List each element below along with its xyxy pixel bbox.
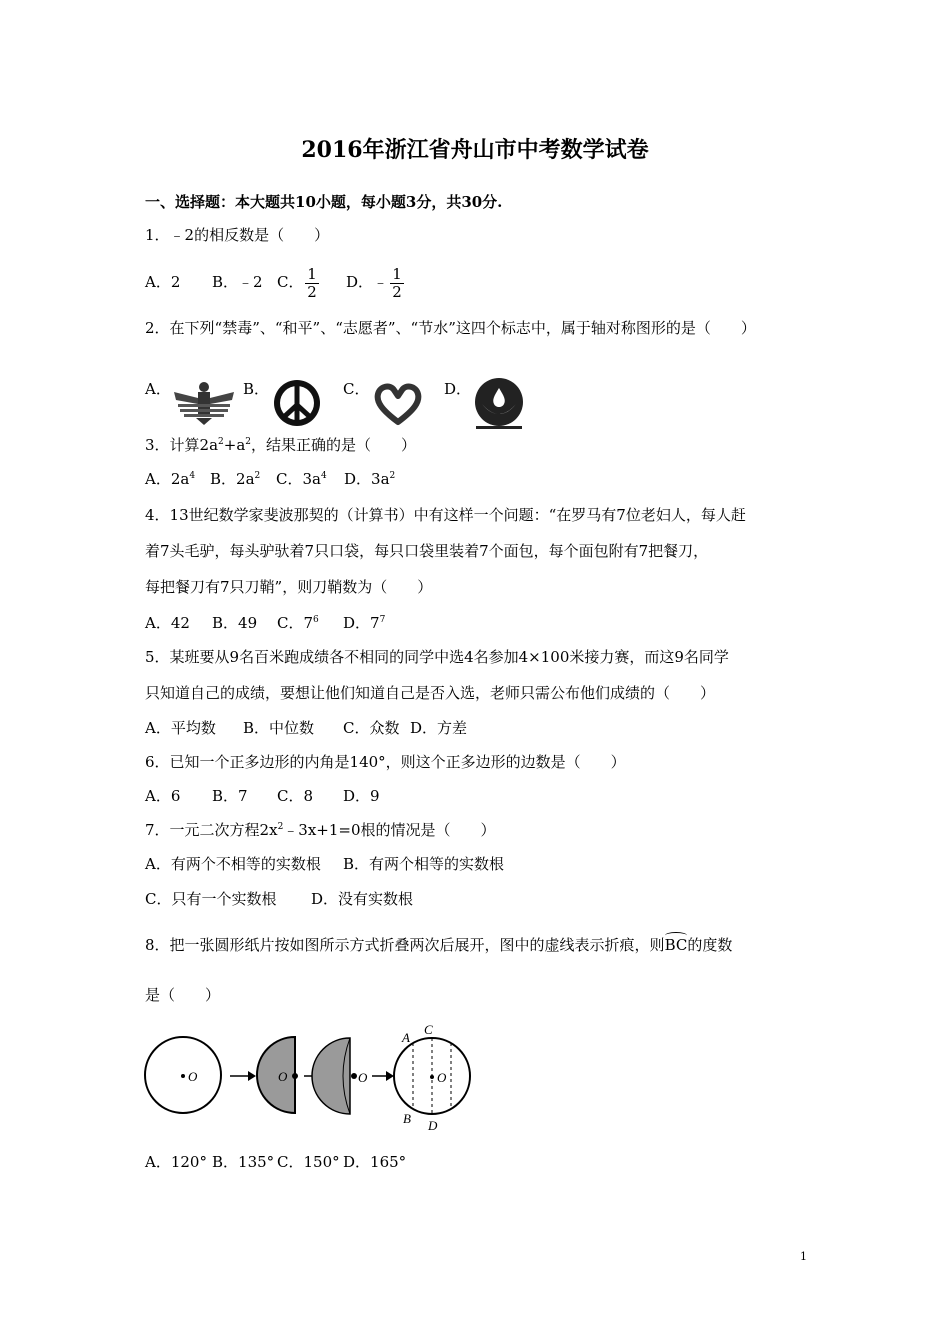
label-a: A (402, 1030, 410, 1045)
fraction-numerator: 1 (392, 265, 402, 283)
option-text: C．7 (277, 614, 314, 632)
water-drop-icon (472, 376, 526, 430)
question-1-option-d: D．﹣ (346, 273, 389, 291)
question-6-option-b: B．7 (212, 787, 248, 805)
question-2-option-b: B． (243, 380, 270, 398)
question-1-option-b: B．﹣2 (212, 273, 263, 291)
option-text: C．3a (276, 470, 321, 488)
question-8-option-d: D．165° (343, 1153, 407, 1171)
label-b: B (403, 1111, 411, 1126)
question-4-line-2: 着7头毛驴，每头驴驮着7只口袋，每只口袋里装着7个面包，每个面包附有7把餐刀， (145, 542, 709, 560)
question-2-option-a: A． (145, 380, 171, 398)
question-5-option-c: C．众数 (343, 719, 400, 737)
question-5-line-2: 只知道自己的成绩，要想让他们知道自己是否入选，老师只需公布他们成绩的（ ） (145, 684, 716, 702)
question-6-option-d: D．9 (343, 787, 380, 805)
question-4-option-c (277, 614, 319, 632)
exponent: 2 (389, 471, 396, 481)
question-3-option-d (344, 470, 395, 488)
label-d: D (428, 1118, 438, 1133)
label-c: C (424, 1022, 433, 1037)
fraction-denominator: 2 (305, 283, 319, 301)
question-6-option-a: A．6 (145, 787, 181, 805)
question-6-stem: 6．已知一个正多边形的内角是140°，则这个正多边形的边数是（ ） (145, 753, 626, 771)
exponent: 2 (277, 822, 284, 832)
folding-diagram (140, 1020, 480, 1140)
question-4-option-a: A．42 (145, 614, 190, 632)
question-7-stem (145, 821, 496, 839)
half-circle (257, 1037, 295, 1113)
stem-text: +a (223, 436, 246, 454)
question-5-option-d: D．方差 (410, 719, 468, 737)
center-dot (181, 1074, 185, 1078)
question-1-fraction-c (305, 266, 319, 301)
stem-text: ﹣3x+1=0根的情况是（ ） (283, 821, 496, 839)
arc-bc-label: BC (664, 936, 688, 954)
question-3-stem (145, 436, 416, 454)
question-1-option-a: A．2 (145, 273, 181, 291)
center-dot (292, 1073, 298, 1079)
question-3-option-a (145, 470, 195, 488)
stem-text: 7．一元二次方程2x (145, 821, 278, 839)
fraction-denominator: 2 (390, 283, 404, 301)
exponent: 4 (320, 471, 327, 481)
question-8-option-a: A．120° (145, 1153, 207, 1171)
question-8-line-1 (145, 936, 732, 954)
option-text: A．2a (145, 470, 190, 488)
question-1-fraction-d (390, 266, 404, 301)
label-o-4: O (437, 1070, 447, 1085)
exponent: 2 (254, 471, 261, 481)
question-5-option-a: A．平均数 (145, 719, 216, 737)
question-2-option-c: C． (343, 380, 370, 398)
question-5-line-1: 5．某班要从9名百米跑成绩各不相同的同学中选4名参加4×100米接力赛，而这9名同学 (145, 648, 729, 666)
center-dot (430, 1075, 434, 1079)
question-7-option-b: B．有两个相等的实数根 (343, 855, 505, 873)
folded-shape (312, 1038, 350, 1114)
question-6-option-c: C．8 (277, 787, 314, 805)
peace-sign-icon (272, 378, 322, 428)
fraction-numerator: 1 (307, 265, 317, 283)
heart-icon (372, 380, 424, 426)
stem-text: 8．把一张圆形纸片按如图所示方式折叠两次后展开，图中的虚线表示折痕，则 (145, 936, 665, 954)
stem-text: ，结果正确的是（ ） (251, 436, 417, 454)
section-heading: 一、选择题：本大题共10小题，每小题3分，共30分. (145, 193, 503, 211)
option-text: B．2a (210, 470, 255, 488)
question-2-option-d: D． (444, 380, 472, 398)
page-number: 1 (800, 1250, 807, 1263)
question-4-option-d (343, 614, 385, 632)
question-4-line-3: 每把餐刀有7只刀鞘”，则刀鞘数为（ ） (145, 578, 433, 596)
question-2-stem: 2．在下列“禁毒”、“和平”、“志愿者”、“节水”这四个标志中，属于轴对称图形的是（ ） (145, 319, 756, 337)
question-5-option-b: B．中位数 (243, 719, 315, 737)
label-o-1: O (188, 1069, 198, 1084)
question-8-option-b: B．135° (212, 1153, 275, 1171)
center-dot (351, 1073, 357, 1079)
page-title: 2016年浙江省舟山市中考数学试卷 (301, 137, 649, 163)
question-8-option-c: C．150° (277, 1153, 340, 1171)
stem-text: 的度数 (687, 936, 733, 954)
stem-text: 3．计算2a (145, 436, 219, 454)
question-3-option-c (276, 470, 327, 488)
label-o-3: O (358, 1070, 368, 1085)
question-7-option-d: D．没有实数根 (311, 890, 414, 908)
exponent: 2 (245, 437, 252, 447)
question-1-stem: 1．﹣2的相反数是（ ） (145, 226, 330, 244)
question-1-option-c: C． (277, 273, 304, 291)
question-7-option-a: A．有两个不相等的实数根 (145, 855, 321, 873)
option-text: D．7 (343, 614, 380, 632)
option-text: D．3a (344, 470, 390, 488)
question-7-option-c: C．只有一个实数根 (145, 890, 277, 908)
question-3-option-b (210, 470, 260, 488)
exponent: 7 (379, 615, 386, 625)
exponent: 4 (189, 471, 196, 481)
exponent: 2 (218, 437, 224, 447)
arrow-icon (372, 1071, 394, 1081)
question-4-line-1: 4．13世纪数学家斐波那契的（计算书）中有这样一个问题：“在罗马有7位老妇人，每人赶 (145, 506, 746, 524)
eagle-emblem-icon (172, 378, 236, 426)
label-o-2: O (278, 1069, 288, 1084)
question-8-line-2: 是（ ） (145, 986, 221, 1004)
question-4-option-b: B．49 (212, 614, 258, 632)
exponent: 6 (313, 615, 319, 625)
arrow-icon (230, 1071, 256, 1081)
